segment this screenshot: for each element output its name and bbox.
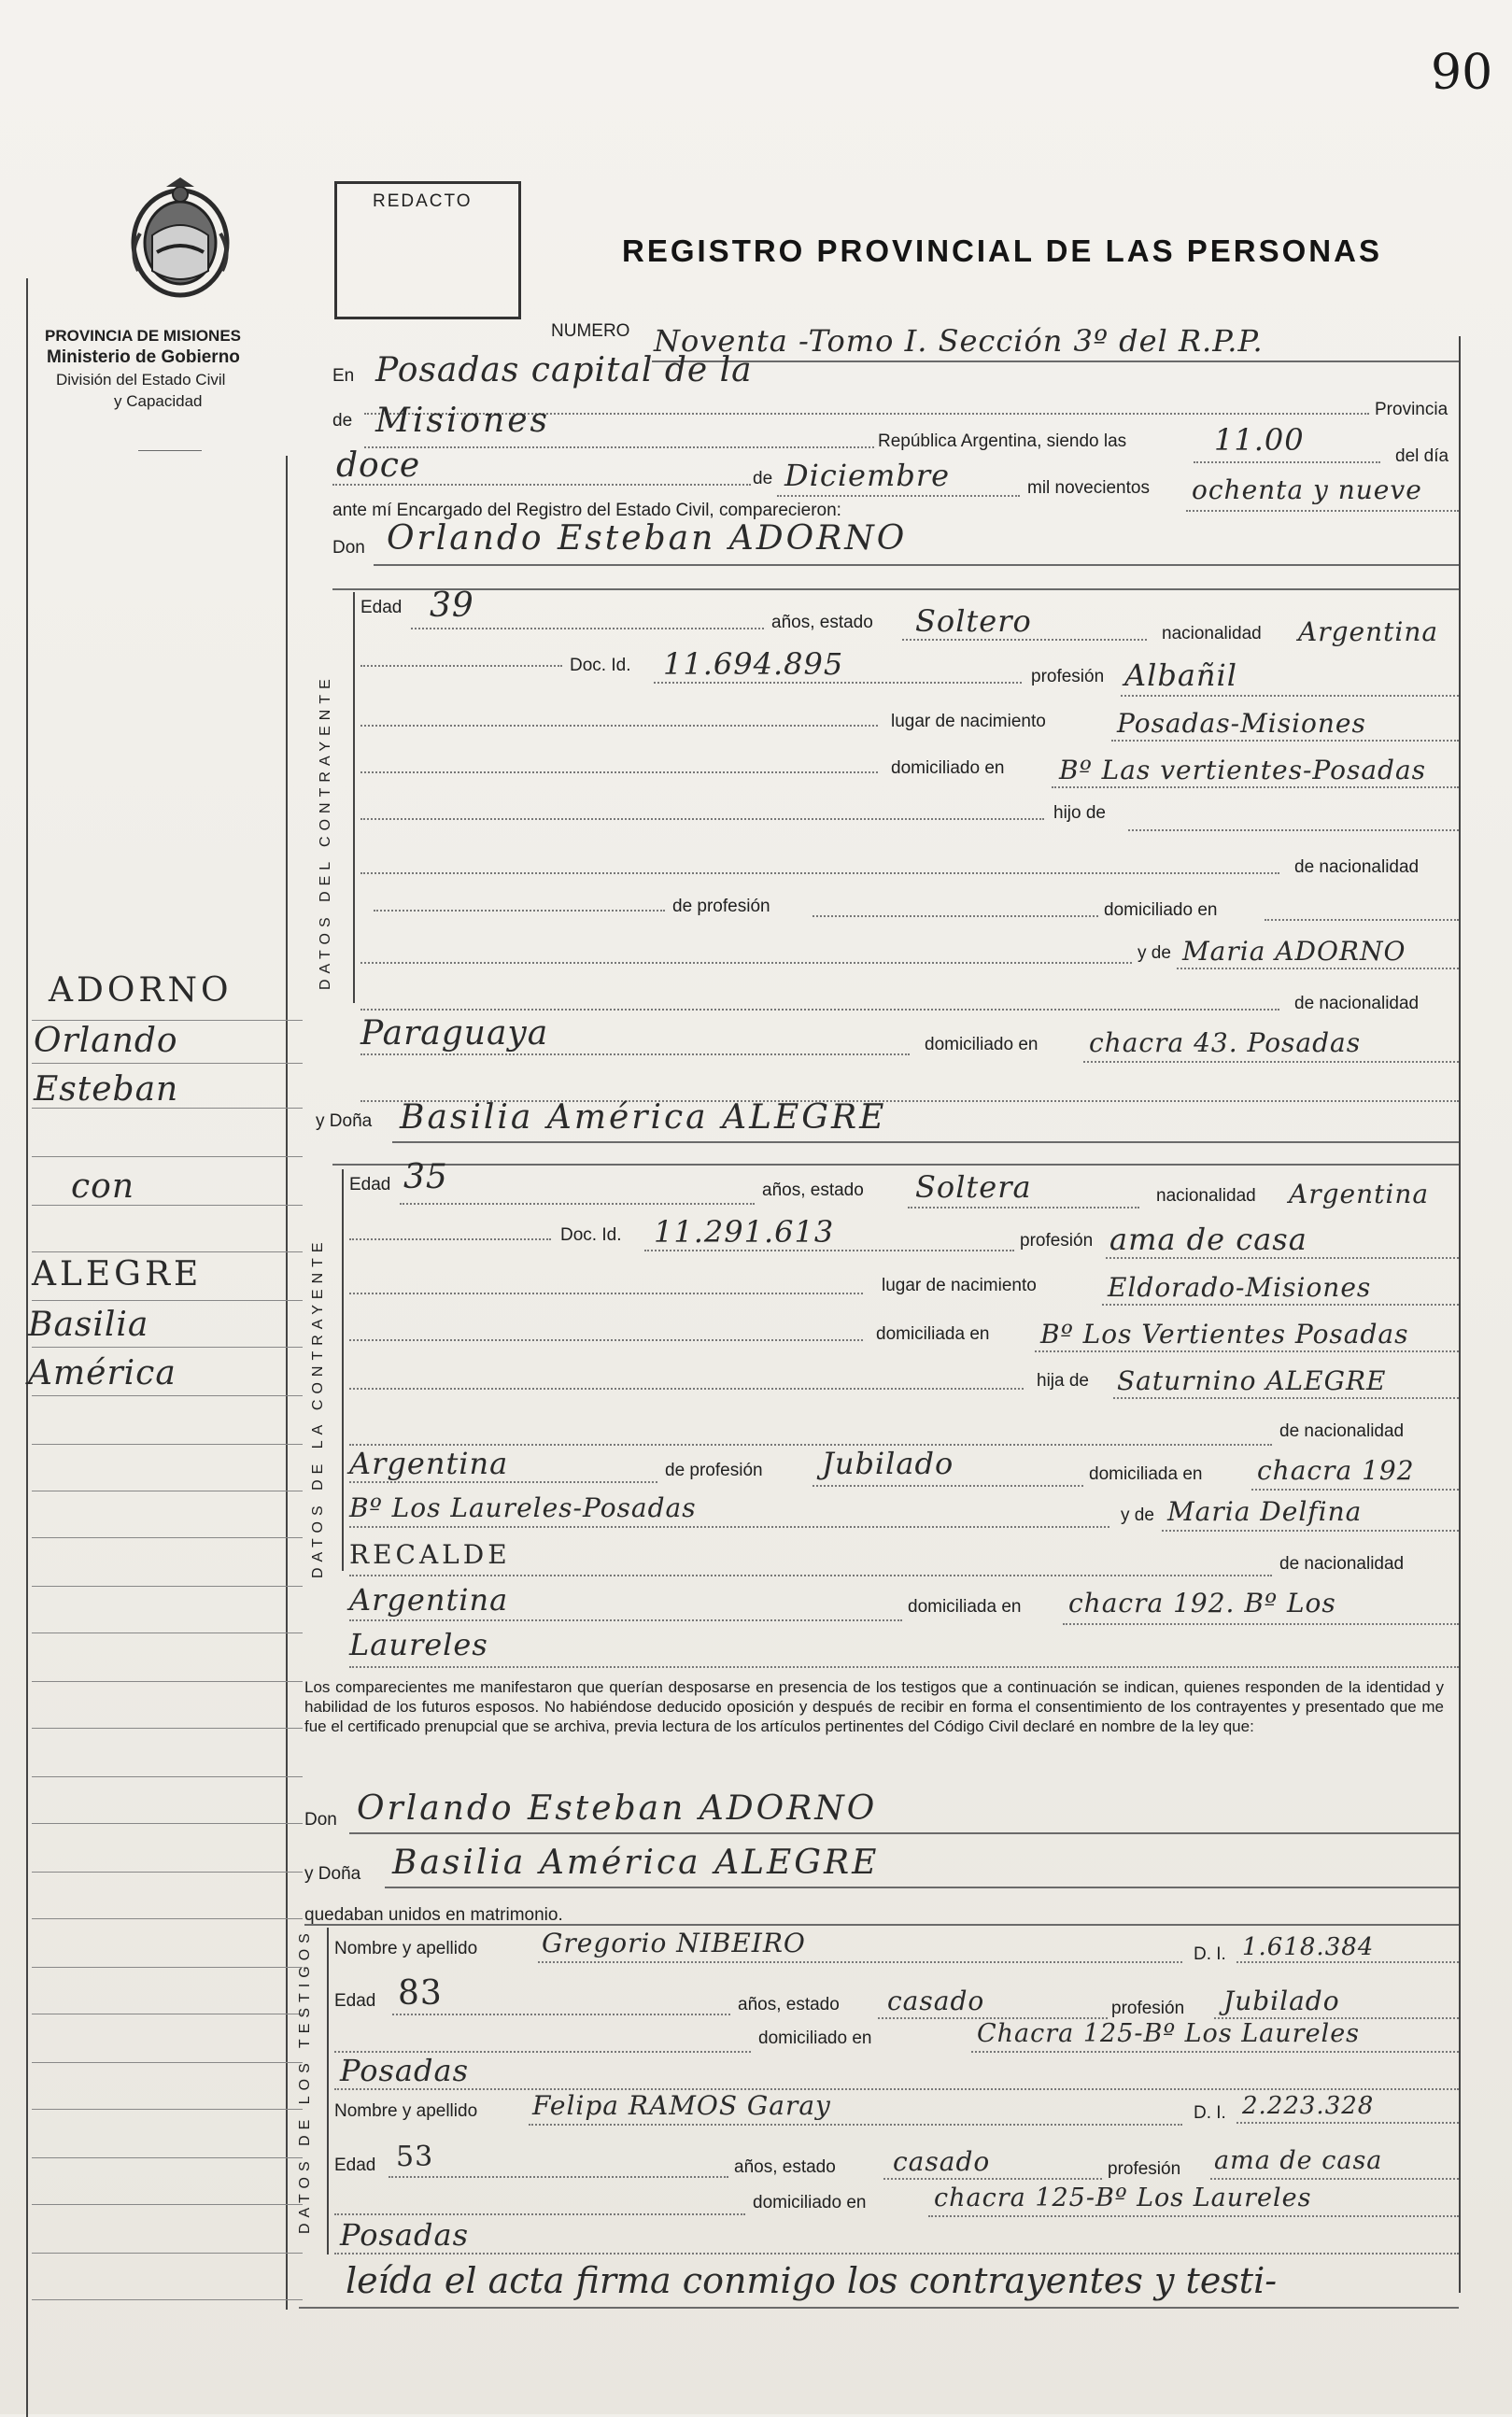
field-line [1265,919,1459,921]
margin-note-name-bride: Basilia [28,1306,149,1344]
label-t2-prof: profesión [1108,2159,1181,2179]
value-t1-edad: 83 [398,1974,443,2013]
value-t2-dom2: Posadas [340,2217,469,2253]
value-decl-dona: Basilia América ALEGRE [392,1844,880,1882]
value-t2-di: 2.223.328 [1242,2092,1375,2120]
label-doc-h: Doc. Id. [570,656,631,675]
field-line [360,665,562,667]
label-en: En [332,366,355,386]
field-line [334,2253,1459,2254]
value-prof-h: Albañil [1124,657,1237,693]
value-padre-m: Saturnino ALEGRE [1117,1365,1387,1396]
label-nac-m: nacionalidad [1156,1186,1256,1206]
contrayente-f-bracket [342,1169,344,1571]
label-doc-m: Doc. Id. [560,1225,622,1245]
margin-line [32,1395,303,1396]
field-line [349,1526,1109,1528]
value-t1-estado: casado [887,1986,985,2016]
label-de-nac-3: de nacionalidad [1279,1421,1405,1441]
margin-note-name-groom: Orlando [34,1022,178,1060]
value-estado-m: Soltera [915,1169,1032,1205]
field-line [1113,1397,1459,1399]
field-line [813,1485,1083,1487]
label-t2-nombre: Nombre y apellido [334,2101,478,2121]
closing-text: leída el acta firma conmigo los contrayentes y testi- [346,2260,1278,2301]
field-line [971,2051,1459,2053]
label-de-nac-4: de nacionalidad [1279,1554,1405,1574]
margin-line [32,1728,303,1729]
margin-note-surname-groom: ADORNO [49,971,233,1010]
value-estado-h: Soltero [915,603,1032,639]
label-estado-m: años, estado [762,1180,864,1200]
provincial-seal [120,177,241,299]
value-t2-estado: casado [893,2146,991,2177]
margin-line [32,2299,303,2300]
label-decl-dona: y Doña [304,1864,361,1884]
label-dom-3: domiciliada en [1089,1464,1203,1484]
value-hora: 11.00 [1214,422,1305,458]
label-de-mes: de [753,469,773,488]
field-line [349,1575,1272,1576]
field-line [349,1388,1024,1390]
label-nac-h: nacionalidad [1162,624,1262,643]
label-t2-di: D. I. [1194,2103,1226,2123]
section-label-contrayente: DATOS DEL CONTRAYENTE [318,673,333,990]
issuer-ministry: Ministerio de Gobierno [47,347,240,367]
margin-line [32,1156,303,1157]
field-line [385,1887,1459,1888]
value-en: Posadas capital de la [375,351,753,389]
redacto-box [334,181,521,319]
field-line [1162,1530,1459,1532]
value-t1-prof: Jubilado [1223,1986,1340,2016]
field-line [360,872,1279,874]
value-dom-h: Bº Las vertientes-Posadas [1059,755,1427,785]
field-line [1102,1304,1459,1306]
value-nac-h: Argentina [1298,616,1439,647]
label-edad-m: Edad [349,1175,391,1194]
field-line [349,1339,863,1341]
field-line [1251,1489,1459,1491]
value-padre-m-prof: Jubilado [822,1446,954,1481]
field-line [360,1053,910,1055]
field-line [644,1250,1014,1251]
label-t2-dom: domiciliado en [753,2193,867,2212]
field-line [1177,968,1459,969]
field-line [902,639,1147,641]
margin-line [32,2157,303,2158]
issuer-rule [138,450,202,451]
value-madre-m-nac: Argentina [349,1582,509,1618]
margin-line [32,1681,303,1682]
field-line [1063,1623,1459,1625]
field-line [1052,786,1459,788]
value-padre-m-dom: chacra 192 [1257,1455,1415,1486]
declaration-text: Los comparecientes me manifestaron que querían desposarse en presencia de los testigos que a continuación se indican, quienes responden de la identidad y habilidad de los futuros esposos. No habiéndose deducido oposición y después de recibir en forma el consentimiento de los contrayentes y presentado que me fue el certificado prenupcial que se archiva, previa lectura de los artículos pertinentes del Código Civil declaré en nombre de la ley que: [304,1678,1444,1735]
margin-line [32,1251,303,1252]
field-line [349,1619,902,1621]
value-edad-h: 39 [430,587,474,625]
value-dom-m: Bº Los Vertientes Posadas [1040,1319,1409,1350]
label-mil-novecientos: mil novecientos [1027,478,1150,498]
field-line [1106,1257,1459,1259]
margin-line [32,2062,303,2063]
margin-rule-right [286,456,288,2310]
field-line [883,2178,1102,2180]
page-number: 90 [1431,45,1493,101]
value-edad-m: 35 [403,1158,448,1196]
issuer-province: PROVINCIA DE MISIONES [45,327,242,345]
field-line [1186,510,1459,512]
label-t2-edad: Edad [334,2156,376,2175]
label-t1-nombre: Nombre y apellido [334,1939,478,1958]
field-line [360,962,1132,964]
field-line [360,818,1044,820]
testigos-bracket [327,1928,329,2254]
field-line [1128,829,1459,831]
label-lugar-h: lugar de nacimiento [891,712,1046,731]
value-dia: doce [336,446,421,485]
margin-line [32,1347,303,1348]
field-line [908,1207,1139,1208]
value-madre-h: Maria ADORNO [1182,936,1406,967]
margin-line [32,1537,303,1538]
value-t1-dom: Chacra 125-Bº Los Laureles [977,2019,1361,2048]
value-t1-dom2: Posadas [340,2053,469,2088]
field-line [538,1961,1182,1963]
field-line [334,2213,745,2215]
value-padre-m-nac: Argentina [349,1446,509,1481]
value-madre-m-dom: chacra 192. Bº Los [1068,1588,1336,1618]
label-y-de-h: y de [1138,943,1171,963]
contrayente-bracket [353,592,355,1003]
field-line [389,2176,728,2178]
field-line [1083,1061,1459,1063]
field-line [374,564,1459,566]
field-line [1194,461,1380,463]
field-line [349,1832,1459,1834]
value-mes: Diciembre [784,458,951,493]
label-de-nac-1: de nacionalidad [1294,857,1420,877]
field-line [1121,695,1459,697]
field-line [332,588,1459,590]
field-line [360,725,878,727]
value-decl-don: Orlando Esteban ADORNO [357,1789,878,1828]
field-line [654,682,1022,684]
value-t2-edad: 53 [396,2141,434,2173]
margin-line [32,1823,303,1824]
field-line [1111,740,1459,742]
label-decl-don: Don [304,1810,337,1830]
field-line [374,910,665,912]
value-madre-m-dom2: Laureles [349,1627,488,1662]
field-line [392,2014,730,2015]
value-numero: Noventa -Tomo I. Sección 3º del R.P.P. [654,323,1264,359]
label-lugar-m: lugar de nacimiento [882,1276,1037,1295]
field-line [1035,1350,1459,1352]
margin-note-con: con [71,1167,135,1206]
margin-line [32,1020,303,1021]
margin-line [32,1586,303,1587]
redacto-label: REDACTO [373,191,473,211]
form-rule-right [1459,336,1461,2293]
label-de: de [332,411,353,431]
label-provincia: Provincia [1375,400,1448,419]
margin-line [32,2109,303,2110]
label-dom-1: domiciliado en [1104,900,1218,920]
value-nac-m: Argentina [1289,1179,1430,1209]
label-t1-dom: domiciliado en [758,2028,872,2048]
value-t2-nombre: Felipa RAMOS Garay [532,2090,831,2121]
issuer-capacity: y Capacidad [114,392,203,410]
field-line [332,1164,1459,1166]
label-de-nac-2: de nacionalidad [1294,994,1420,1013]
field-line [400,1203,755,1205]
label-t1-di: D. I. [1194,1944,1226,1964]
margin-note-name2-groom: Esteban [34,1070,179,1109]
margin-rule-left [26,278,28,2417]
label-dom-4: domiciliada en [908,1597,1022,1617]
margin-line [32,2204,303,2205]
value-t1-di: 1.618.384 [1242,1933,1375,1961]
field-line [813,915,1098,917]
field-line [334,2088,1459,2090]
field-line [349,1293,863,1294]
field-line [1236,2122,1459,2124]
value-t2-prof: ama de casa [1214,2146,1383,2175]
field-line [777,495,1020,497]
value-t1-nombre: Gregorio NIBEIRO [542,1928,806,1958]
issuer-division: División del Estado Civil [56,371,226,389]
field-line [928,2215,1459,2217]
label-dom-m: domiciliada en [876,1324,990,1344]
value-t2-dom: chacra 125-Bº Los Laureles [934,2184,1312,2212]
margin-line [32,1063,303,1064]
label-de-prof-m: de profesión [665,1461,763,1480]
label-quedaban: quedaban unidos en matrimonio. [304,1905,563,1925]
value-doc-h: 11.694.895 [663,646,844,682]
label-hija-de: hija de [1037,1371,1089,1391]
field-line [360,771,878,773]
value-de: Misiones [375,402,551,440]
value-madre-m: Maria Delfina [1167,1496,1363,1527]
label-dom-h: domiciliado en [891,758,1005,778]
value-madre-m2: RECALDE [349,1539,511,1570]
label-ante-mi: ante mí Encargado del Registro del Estado Civil, comparecieron: [332,501,841,520]
margin-line [32,1872,303,1873]
field-line [349,1481,657,1483]
field-line [304,1924,1459,1926]
field-line [299,2307,1459,2309]
value-anio: ochenta y nueve [1192,474,1422,505]
value-lugar-h: Posadas-Misiones [1117,708,1366,739]
label-t1-estado: años, estado [738,1995,840,2014]
label-t1-edad: Edad [334,1991,376,2011]
label-edad-h: Edad [360,598,403,617]
document-title: REGISTRO PROVINCIAL DE LAS PERSONAS [622,233,1382,268]
field-line [360,1009,1279,1011]
field-line [392,1141,1459,1143]
margin-line [32,1918,303,1919]
value-prof-m: ama de casa [1109,1222,1307,1257]
field-line [411,628,764,629]
label-dom-2: domiciliado en [925,1035,1039,1054]
label-de-prof-1: de profesión [672,897,770,916]
label-prof-m: profesión [1020,1231,1094,1251]
value-don: Orlando Esteban ADORNO [387,519,908,558]
margin-note-name2-bride: América [28,1354,177,1392]
value-madre-h-dom: chacra 43. Posadas [1089,1027,1362,1058]
label-del-dia: del día [1395,446,1449,466]
field-line [332,484,751,486]
value-madre-h-nac: Paraguaya [360,1014,549,1053]
label-y-de-m: y de [1121,1505,1154,1525]
field-line [652,360,1459,362]
field-line [1210,2178,1459,2180]
margin-line [32,1776,303,1777]
value-doc-m: 11.291.613 [654,1214,835,1250]
margin-line [32,2253,303,2254]
label-hijo-de: hijo de [1053,803,1106,823]
label-numero: NUMERO [551,321,630,341]
field-line [529,2124,1182,2126]
section-label-contrayente-f: DATOS DE LA CONTRAYENTE [310,1237,326,1578]
label-prof-h: profesión [1031,667,1105,686]
margin-line [32,1300,303,1301]
label-don: Don [332,538,365,558]
label-y-dona: y Doña [316,1111,373,1131]
field-line [1236,1961,1459,1963]
value-lugar-m: Eldorado-Misiones [1108,1272,1372,1303]
value-dona: Basilia América ALEGRE [400,1098,887,1137]
label-t2-estado: años, estado [734,2157,836,2177]
field-line [349,1238,551,1240]
margin-line [32,1444,303,1445]
field-line [349,1666,1459,1668]
label-estado-h: años, estado [771,613,873,632]
value-padre-m-dom2: Bº Los Laureles-Posadas [349,1492,697,1523]
field-line [364,446,874,448]
margin-note-surname-bride: ALEGRE [32,1255,203,1293]
label-republica: República Argentina, siendo las [878,431,1127,451]
margin-line [32,1967,303,1968]
label-t1-prof: profesión [1111,1999,1185,2018]
section-label-testigos: DATOS DE LOS TESTIGOS [297,1928,313,2234]
